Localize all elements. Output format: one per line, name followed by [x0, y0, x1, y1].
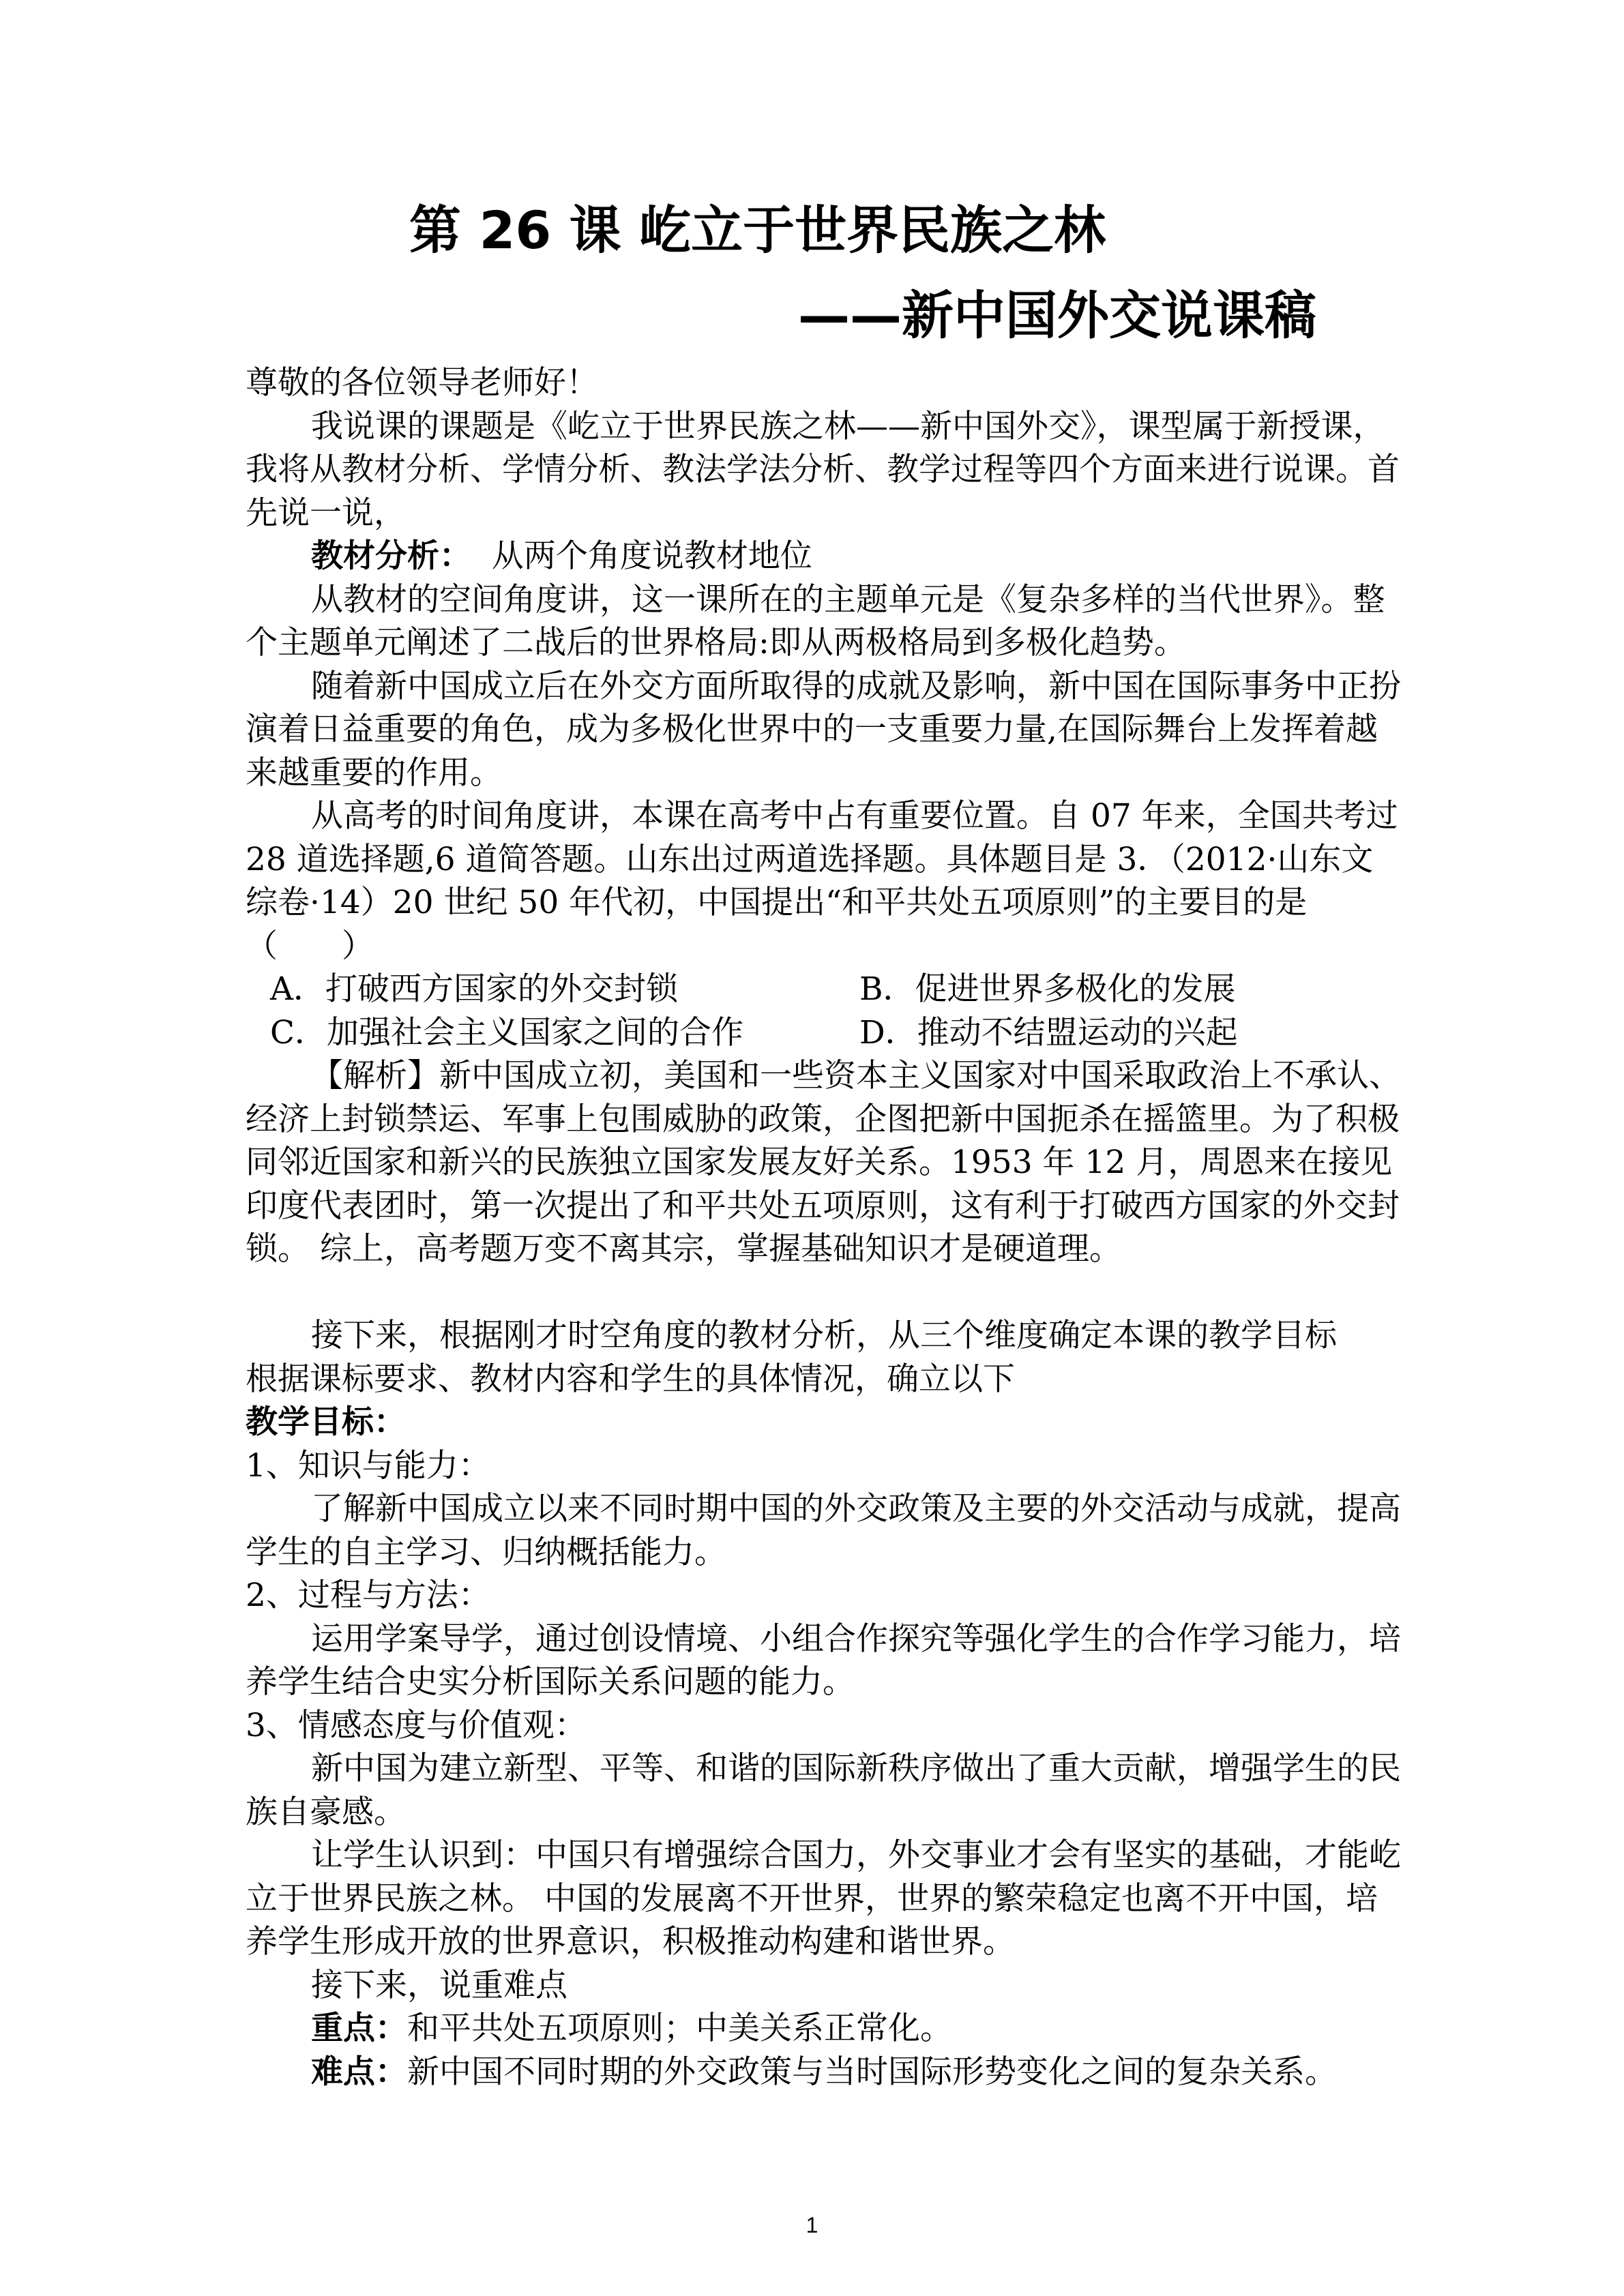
option-a: A．打破西方国家的外交封锁	[270, 970, 678, 1008]
achievements-paragraph: 随着新中国成立后在外交方面所取得的成就及影响，新中国在国际事务中正扮演着日益重要的角色，成为多极化世界中的一支重要力量,在国际舞台上发挥着越来越重要的作用。	[246, 667, 1401, 792]
difficult-label: 难点：	[311, 2053, 407, 2091]
intro-paragraph: 我说课的课题是《屹立于世界民族之林——新中国外交》，课型属于新授课，我将从教材分析、学情分析、教法学法分析、教学过程等四个方面来进行说课。首先说一说，	[246, 407, 1400, 532]
goal3-title: 3、情感态度与价值观：	[246, 1706, 587, 1744]
key-text: 和平共处五项原则；中美关系正常化。	[407, 2010, 952, 2047]
goal2-title: 2、过程与方法：	[246, 1577, 490, 1614]
greeting: 尊敬的各位领导老师好！	[246, 364, 598, 402]
based-on-line: 根据课标要求、教材内容和学生的具体情况，确立以下	[246, 1360, 1015, 1398]
goals-heading: 教学目标：	[246, 1403, 406, 1441]
material-label: 教材分析：	[311, 537, 471, 575]
goal1-text: 了解新中国成立以来不同时期中国的外交政策及主要的外交活动与成就，提高学生的自主学习、归纳概括能力。	[246, 1490, 1401, 1571]
question-options	[246, 968, 1405, 1054]
blank-line	[246, 1271, 1405, 1315]
next-key-line: 接下来，说重难点	[311, 1966, 567, 2004]
difficult-text: 新中国不同时期的外交政策与当时国际形势变化之间的复杂关系。	[407, 2053, 1337, 2091]
key-label: 重点：	[311, 2010, 407, 2047]
goal2-text: 运用学案导学，通过创设情境、小组合作探究等强化学生的合作学习能力，培养学生结合史实分析国际关系问题的能力。	[246, 1620, 1401, 1701]
document-body	[246, 361, 1405, 2093]
space-angle-paragraph: 从教材的空间角度讲，这一课所在的主题单元是《复杂多样的当代世界》。整个主题单元阐述了二战后的世界格局:即从两极格局到多极化趋势。	[246, 580, 1385, 661]
time-angle-paragraph: 从高考的时间角度讲，本课在高考中占有重要位置。自 07 年来，全国共考过 28 道选择题,6 道简答题。山东出过两道选择题。具体题目是 3．（2012·山东文综卷·14）20 世纪 50 年代初，中国提出“和平共处五项原则”的主要目的是（ ）	[246, 797, 1398, 965]
option-d: D．推动不结盟运动的兴起	[859, 1013, 1238, 1052]
goal3-text2: 让学生认识到：中国只有增强综合国力，外交事业才会有坚实的基础，才能屹立于世界民族之林。 中国的发展离不开世界，世界的繁荣稳定也离不开中国，培养学生形成开放的世界意识，积极推动构建和谐世界。	[246, 1836, 1401, 1960]
material-analysis-line	[246, 535, 1405, 578]
goal1-title: 1、知识与能力：	[246, 1446, 490, 1485]
material-text: 从两个角度说教材地位	[491, 537, 812, 575]
difficult-points-line	[246, 2051, 1405, 2094]
lesson-title: 第 26 课 屹立于世界民族之林	[409, 200, 1106, 260]
goal3-text1: 新中国为建立新型、平等、和谐的国际新秩序做出了重大贡献，增强学生的民族自豪感。	[246, 1750, 1401, 1831]
next-goals-line: 接下来，根据刚才时空角度的教材分析，从三个维度确定本课的教学目标	[311, 1317, 1337, 1354]
option-b: B．促进世界多极化的发展	[859, 970, 1236, 1008]
key-points-line	[246, 2007, 1405, 2051]
page-number: 1	[806, 2213, 818, 2237]
analysis-paragraph: 【解析】新中国成立初，美国和一些资本主义国家对中国采取政治上不承认、经济上封锁禁运、军事上包围威胁的政策，企图把新中国扼杀在摇篮里。为了积极同邻近国家和新兴的民族独立国家发展友好关系。1953 年 12 月，周恩来在接见印度代表团时，第一次提出了和平共处五项原则，这有利于打破西方国家的外交封锁。 综上，高考题万变不离其宗，掌握基础知识才是硬道理。	[246, 1057, 1401, 1268]
option-c: C．加强社会主义国家之间的合作	[270, 1013, 743, 1052]
lesson-subtitle: ——新中国外交说课稿	[798, 285, 1316, 346]
